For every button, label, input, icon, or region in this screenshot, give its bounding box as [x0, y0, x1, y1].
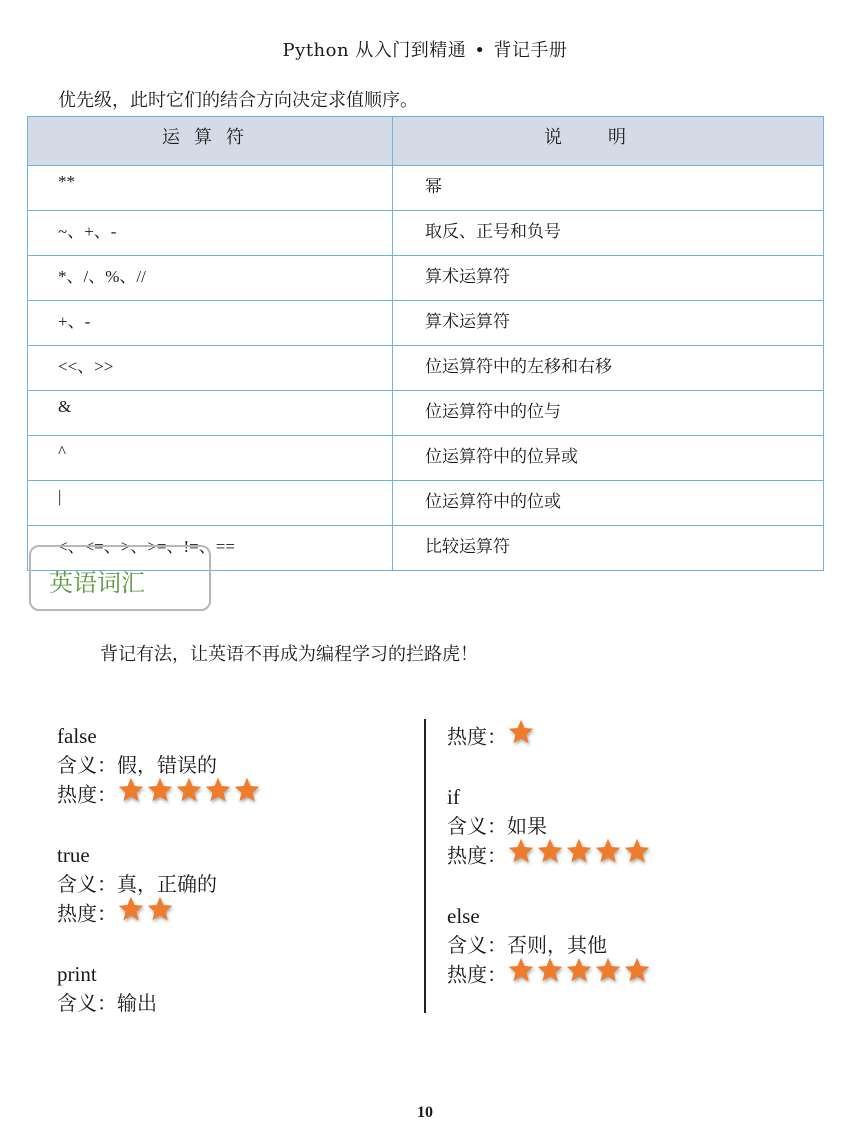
star-icon	[117, 895, 145, 923]
table-row	[28, 301, 824, 346]
table-row	[28, 256, 824, 301]
intro-text: 优先级，此时它们的结合方向决定求值顺序。	[58, 90, 418, 111]
heat-line	[447, 960, 652, 992]
operator-cell: <、<=、>、>=、!=、==	[28, 526, 393, 571]
heat-line-label: 热度：	[57, 782, 117, 807]
meaning-line-label: 含义：	[447, 814, 507, 838]
heat-line-label: 热度：	[57, 901, 117, 926]
vocab-word: print	[57, 962, 97, 986]
heat-line	[447, 841, 652, 873]
operator-cell: +、-	[28, 301, 393, 346]
description-cell: 位运算符中的位与	[393, 391, 824, 436]
table-header-row	[28, 117, 824, 166]
table-row	[28, 211, 824, 256]
column-divider	[424, 719, 426, 1013]
star-icon	[536, 956, 564, 984]
star-icon	[507, 837, 535, 865]
star-icon	[146, 895, 174, 923]
vocab-word: if	[447, 785, 460, 809]
meaning-line-value: 输出	[117, 991, 157, 1015]
meaning-line-value: 真，正确的	[117, 872, 217, 896]
rating-stars	[507, 956, 652, 992]
rating-stars	[117, 776, 262, 812]
vocab-column-left	[57, 722, 262, 1047]
star-icon	[536, 837, 564, 865]
bullet-separator: •	[474, 40, 486, 61]
star-icon	[204, 776, 232, 804]
meaning-line-label: 含义：	[57, 753, 117, 777]
page-number: 10	[417, 1104, 433, 1121]
heat-line	[57, 899, 262, 931]
description-cell: 算术运算符	[393, 301, 824, 346]
vocab-entry	[447, 722, 652, 754]
star-icon	[117, 776, 145, 804]
description-cell: 幂	[393, 166, 824, 211]
description-cell: 算术运算符	[393, 256, 824, 301]
meaning-line-value: 否则，其他	[507, 933, 607, 957]
heat-line	[57, 780, 262, 812]
star-icon	[507, 718, 535, 746]
meaning-line-label: 含义：	[447, 933, 507, 957]
star-icon	[565, 956, 593, 984]
rating-stars	[117, 895, 175, 931]
vocab-word: true	[57, 843, 90, 867]
meaning-line-value: 如果	[507, 814, 547, 838]
heat-line-label: 热度：	[447, 962, 507, 987]
star-icon	[233, 776, 261, 804]
star-icon	[594, 837, 622, 865]
table-row	[28, 481, 824, 526]
meaning-line-label: 含义：	[57, 872, 117, 896]
table-row	[28, 391, 824, 436]
table-row	[28, 346, 824, 391]
vocab-entry	[57, 841, 262, 931]
heat-line	[447, 722, 652, 754]
column-header-description: 说明	[393, 117, 824, 166]
operator-cell: ~、+、-	[28, 211, 393, 256]
operator-precedence-table	[27, 116, 824, 571]
star-icon	[146, 776, 174, 804]
vocab-word: false	[57, 724, 97, 748]
vocab-entry	[57, 960, 262, 1018]
column-header-operator: 运算符	[28, 117, 393, 166]
operator-cell: ^	[28, 436, 393, 481]
star-icon	[507, 956, 535, 984]
vocab-word: else	[447, 904, 480, 928]
rating-stars	[507, 718, 536, 754]
description-cell: 位运算符中的位或	[393, 481, 824, 526]
star-icon	[175, 776, 203, 804]
section-motto: 背记有法，让英语不再成为编程学习的拦路虎！	[100, 644, 478, 665]
section-title-box	[29, 545, 211, 611]
operator-cell: *、/、%、//	[28, 256, 393, 301]
operator-cell: <<、>>	[28, 346, 393, 391]
description-cell: 位运算符中的左移和右移	[393, 346, 824, 391]
vocab-entry	[447, 902, 652, 992]
star-icon	[623, 956, 651, 984]
table-row	[28, 436, 824, 481]
operator-cell: **	[28, 166, 393, 211]
star-icon	[623, 837, 651, 865]
meaning-line-label: 含义：	[57, 991, 117, 1015]
vocab-entry	[447, 783, 652, 873]
operator-cell: |	[28, 481, 393, 526]
book-title: Python 从入门到精通	[282, 40, 467, 61]
rating-stars	[507, 837, 652, 873]
description-cell: 比较运算符	[393, 526, 824, 571]
heat-line-label: 热度：	[447, 724, 507, 749]
star-icon	[565, 837, 593, 865]
vocab-column-right	[447, 722, 652, 1021]
heat-line-label: 热度：	[447, 843, 507, 868]
vocab-entry	[57, 722, 262, 812]
section-title: 英语词汇	[49, 569, 145, 597]
description-cell: 取反、正号和负号	[393, 211, 824, 256]
meaning-line-value: 假，错误的	[117, 753, 217, 777]
table-row	[28, 166, 824, 211]
book-subtitle: 背记手册	[493, 40, 568, 61]
star-icon	[594, 956, 622, 984]
description-cell: 位运算符中的位异或	[393, 436, 824, 481]
meaning-line	[57, 989, 262, 1018]
running-header	[0, 36, 850, 62]
operator-cell: &	[28, 391, 393, 436]
